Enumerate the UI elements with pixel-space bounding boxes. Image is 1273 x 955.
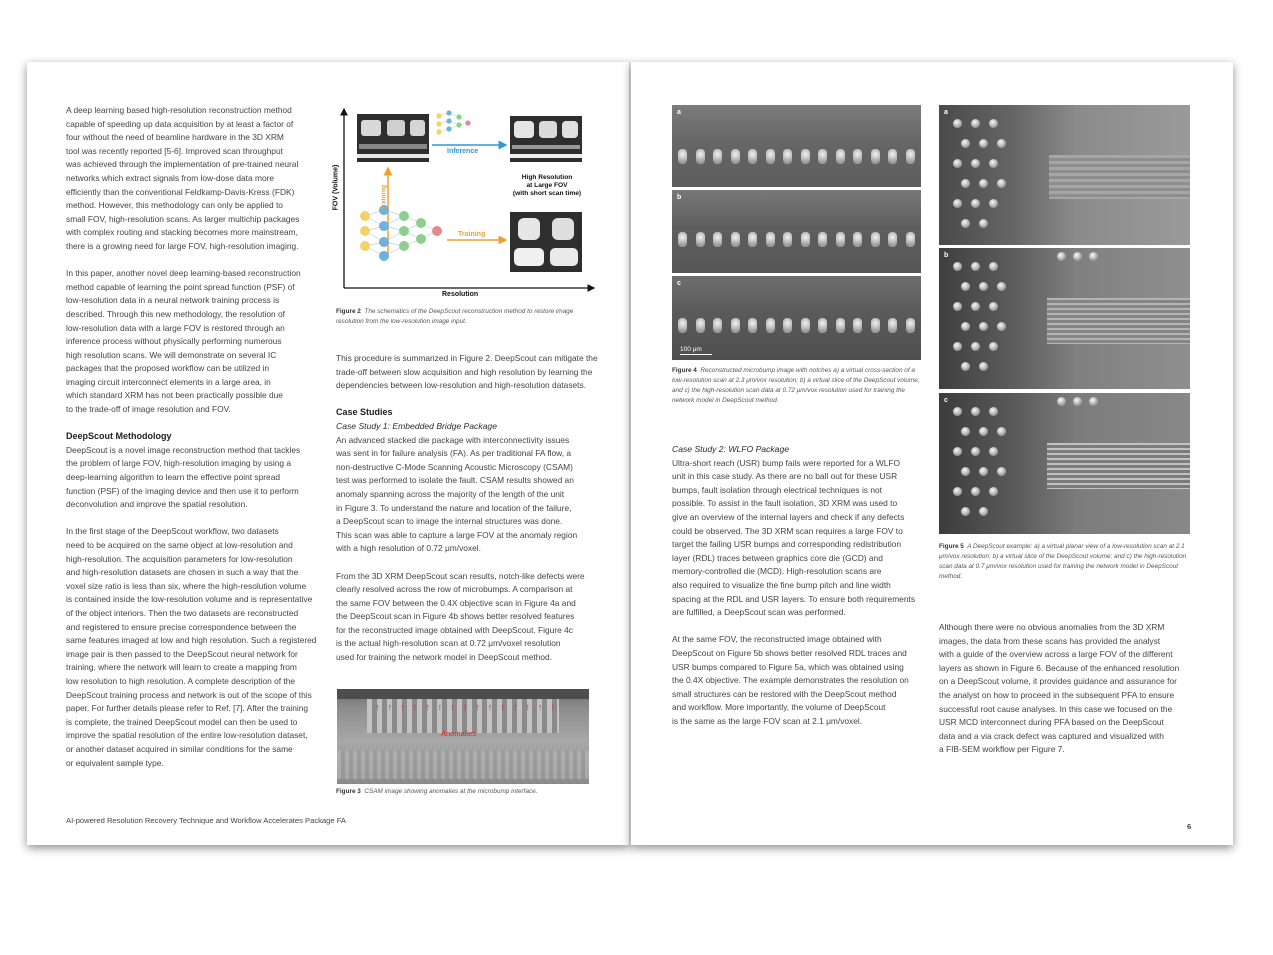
fig2-high-res-label: High Resolution at Large FOV (with short scan time)	[512, 174, 582, 197]
page-footer: AI-powered Resolution Recovery Technique and Workflow Accelerates Package FA	[66, 816, 346, 825]
methodology-paragraph-1: DeepScout is a novel image reconstruction method that tackles the problem of large FOV, high-resolution imaging by using a deep-learning algorithm to learn the effective point spread function (PSF) of the imaging device and then use it to perform deconvolution and improve the spatial resolution.	[66, 444, 301, 510]
fig5-label-a: a	[944, 109, 948, 116]
fig5-panel-b	[939, 248, 1190, 389]
figure-3-caption-text: CSAM image showing anomalies at the microbump interface.	[364, 788, 538, 795]
figure-2-number: Figure 2	[336, 308, 361, 315]
fig4-panel-b	[672, 190, 921, 273]
figure-2-diagram	[332, 104, 597, 302]
case-study-1-heading: Case Study 1: Embedded Bridge Package	[336, 420, 497, 431]
fig5-panel-a	[939, 105, 1190, 245]
fig5-panel-c	[939, 393, 1190, 534]
summary-paragraph: This procedure is summarized in Figure 2. DeepScout can mitigate the trade-off between slow acquisition and high resolution by learning the dependencies between low-resolution and high-resolution datasets.	[336, 353, 598, 391]
case-study-2-heading: Case Study 2: WLFO Package	[672, 444, 790, 454]
page-number: 6	[1187, 822, 1192, 831]
fig5-label-b: b	[944, 252, 949, 259]
fig2-x-axis-label: Resolution	[442, 291, 479, 298]
conclusion-paragraph: Although there were no obvious anomalies from the 3D XRM images, the data from these scans has provided the analyst with a guide of the overview across a large FOV of the different layers as shown in Figure 6. Because of the enhanced resolution on a DeepScout volume, it provides guidance and assurance for the analyst on how to proceed in the subsequent PFA to ensure successful root cause analyses. In this case we focused on the USR MCD interconnect during PFA based on the DeepScout data and a via crack defect was captured and visualized with a FIB-SEM workflow per Figure 7.	[939, 622, 1180, 755]
case-study-1-paragraph-2: From the 3D XRM DeepScout scan results, notch-like defects were clearly resolved across the row of microbumps. A comparison at the same FOV between the 0.4X objective scan in Figure 4a and the DeepScout scan in Figure 4b shows better resolved features for the reconstructed image obtained with DeepScout. Figure 4c is the actual high-resolution scan at 0.72 μm/voxel resolution used for training the network model in DeepScout method.	[336, 570, 585, 663]
fig3-anomaly-arrows: ↑ ↑ ↑ ↑ ↑ ↑ ↑ ↑ ↑ ↑ ↑ ↑ ↑ ↑ ↑	[375, 702, 555, 712]
section-heading-case-studies: Case Studies	[336, 407, 393, 418]
figure-5-caption	[939, 542, 1191, 582]
fig3-anomalies-label: Anomalies	[441, 729, 477, 738]
right-column-1	[672, 443, 932, 742]
intro-paragraph-2: In this paper, another novel deep learning-based reconstruction method capable of learning the point spread function (PSF) of low-resolution data in a neural network training process is described. Through this new methodology, the resolution of low-resolution data with a large FOV is restored through an inference process without physically performing numerous high resolution scans. We will demonstrate on several IC packages that the proposed workflow can be utilized in imaging circuit interconnect elements in a large area, in which standard XRM has not been practically possible due to the trade-off of image resolution and FOV.	[66, 268, 301, 415]
figure-5-caption-text: A DeepScout example: a) a virtual planar view of a low-resolution scan at 2.1 μm/vox resolution; b) a virtual slice of the DeepScout volume; and c) the high-resolution scan data at 0.7 μm/vox resolution used for training the network model in DeepScout method.	[939, 543, 1187, 580]
fig4-scale-bar: 100 μm	[680, 346, 712, 356]
figure-2-caption-text: The schematics of the DeepScout reconstruction method to restore image resolution from the low-resolution image input.	[336, 308, 574, 325]
fig2-large-network-icon	[360, 205, 442, 261]
figure-4-number: Figure 4	[672, 367, 697, 374]
figure-5-number: Figure 5	[939, 543, 964, 550]
fig4-label-b: b	[677, 194, 682, 201]
figure-2-caption	[336, 307, 591, 327]
figure-3-caption	[336, 787, 591, 797]
fig2-training-vertical-label: Training	[380, 184, 388, 211]
intro-paragraph-1: A deep learning based high-resolution reconstruction method capable of speeding up data acquisition by at least a factor of four without the need of beamline hardware in the 3D XRM tool was recently reported [5-6]. Improved scan throughput was achieved through the implementation of pre-trained neural networks which extract signals from low-dose data more efficiently than the conventional Feldkamp-Davis-Kress (FDK) method. However, this methodology can only be applied to small FOV, high-resolution scans. As larger multichip packages with complex routing and stacking becomes more mainstream, there is a growing need for large FOV, high-resolution imaging.	[66, 105, 300, 251]
fig2-training-image	[510, 212, 582, 272]
case-study-2-paragraph-2: At the same FOV, the reconstructed image obtained with DeepScout on Figure 5b shows better resolved RDL traces and USR bumps compared to Figure 5a, which was obtained using the 0.4X objective. The example demonstrates the resolution on small structures can be restored with the DeepScout method and workflow. More importantly, the volume of DeepScout is the same as the large FOV scan at 2.1 μm/voxel.	[672, 634, 909, 726]
fig2-high-res-image	[510, 116, 582, 162]
fig5-label-c: c	[944, 397, 948, 404]
left-page	[27, 62, 629, 845]
fig4-panel-a	[672, 105, 921, 187]
fig4-label-c: c	[677, 280, 681, 287]
right-page	[631, 62, 1233, 845]
methodology-paragraph-2: In the first stage of the DeepScout workflow, two datasets need to be acquired on the same object at low-resolution and high-resolution. The acquisition parameters for low-resolution and high-resolution datasets are chosen in such a way that the voxel size ratio is less than six, where the high-resolution volume is contained inside the low-resolution volume and is representative of the object interiors. Then the two datasets are reconstructed and registered to ensure precise correspondence between the same features imaged at low and high resolution. Such a registered image pair is then passed to the DeepScout neural network for training, where the network will learn to create a mapping from low resolution to high resolution. A complete description of the DeepScout training process and network is out of the scope of this paper. For further details please refer to Ref. [7]. After the training is complete, the trained DeepScout model can then be used to improve the spatial resolution of the entire low-resolution dataset, or another dataset acquired in similar conditions for the same or equivalent sample type.	[66, 526, 317, 768]
figure-3-csam-image	[337, 689, 589, 784]
fig2-inference-label: Inference	[447, 148, 479, 155]
case-study-1-paragraph-1: An advanced stacked die package with interconnectivity issues was sent in for failure analysis (FA). As per traditional FA flow, a non-destructive C-Mode Scanning Acoustic Microscopy (CSAM) test was performed to isolate the fault. CSAM results showed an anomaly spanning across the majority of the length of the unit in Figure 3. To understand the nature and location of the failure, a DeepScout scan to image the internal structures was done. This scan was able to capture a large FOV at the anomaly region with a high resolution of 0.72 μm/voxel.	[336, 434, 578, 554]
fig4-panel-c	[672, 276, 921, 360]
fig2-y-axis-label: FOV (Volume)	[332, 164, 340, 211]
left-column-2	[336, 352, 601, 678]
fig2-training-horizontal-label: Training	[458, 231, 486, 238]
right-column-2	[939, 621, 1199, 771]
fig4-label-a: a	[677, 109, 681, 116]
figure-4-caption	[672, 366, 924, 406]
section-heading-deepscout: DeepScout Methodology	[66, 431, 172, 442]
case-study-2-paragraph-1: Ultra-short reach (USR) bump fails were reported for a WLFO unit in this case study. As there are no ball out for these USR bumps, fault isolation through electrical techniques is not possible. To assist in the fault isolation, 3D XRM was used to give an overview of the internal layers and check if any defects could be observed. The 3D XRM scan requires a large FOV to target the failing USR bumps and corresponding redistribution layer (RDL) traces between graphics core die (GCD) and memory-controlled die (MCD). High-resolution scans are also required to visualize the fine bump pitch and line width spacing at the RDL and USR layers. To ensure both requirements are fulfilled, a DeepScout scan was performed.	[672, 457, 916, 618]
left-column-1	[66, 104, 331, 784]
fig2-low-res-image	[357, 114, 429, 162]
fig2-small-network-icon	[436, 110, 470, 134]
figure-4-caption-text: Reconstructed microbump image with notches a) a virtual cross-section of a low-resolution scan at 2.3 μm/vox resolution; b) a virtual slice of the DeepScout volume; and c) the high-resolution scan data at 0.72 μm/vox resolution used for training the network model in DeepScout method.	[672, 367, 920, 404]
figure-3-number: Figure 3	[336, 788, 361, 795]
